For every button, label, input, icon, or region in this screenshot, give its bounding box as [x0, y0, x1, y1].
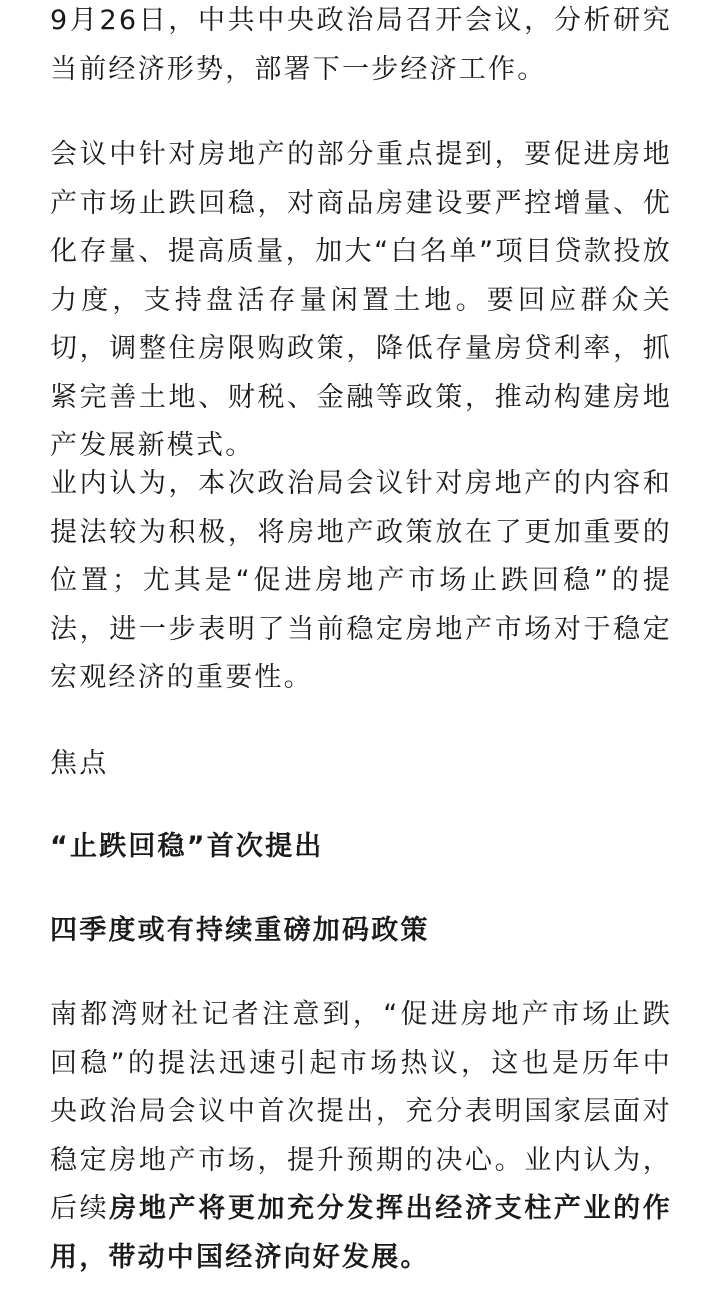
paragraph-reporter-note-bold: 房地产将更加充分发挥出经济支柱产业的作用，带动中国经济向好发展。: [50, 1193, 672, 1273]
paragraph-reporter-note: [50, 991, 672, 1282]
paragraph-reporter-note-regular: 南都湾财社记者注意到，“促进房地产市场止跌回稳”的提法迅速引起市场热议，这也是历年中央政治局会议中首次提出，充分表明国家层面对稳定房地产市场，提升预期的决心。业内认为，后续: [50, 999, 672, 1224]
heading-first-proposed: “止跌回稳”首次提出: [50, 831, 324, 862]
paragraph-industry-view: 业内认为，本次政治局会议针对房地产的内容和提法较为积极，将房地产政策放在了更加重要的位置；尤其是“促进房地产市场止跌回稳”的提法，进一步表明了当前稳定房地产市场对于稳定宏观经济的重要性。: [50, 468, 672, 693]
section-label-focus: 焦点: [50, 748, 109, 779]
heading-q4-policy: 四季度或有持续重磅加码政策: [50, 915, 430, 946]
paragraph-intro: 9月26日，中共中央政治局召开会议，分析研究当前经济形势，部署下一步经济工作。: [50, 5, 672, 85]
paragraph-meeting-points: 会议中针对房地产的部分重点提到，要促进房地产市场止跌回稳，对商品房建设要严控增量、优化存量、提高质量，加大“白名单”项目贷款投放力度，支持盘活存量闲置土地。要回应群众关切，调整住房限购政策，降低存量房贷利率，抓紧完善土地、财税、金融等政策，推动构建房地产发展新模式。: [50, 139, 672, 461]
